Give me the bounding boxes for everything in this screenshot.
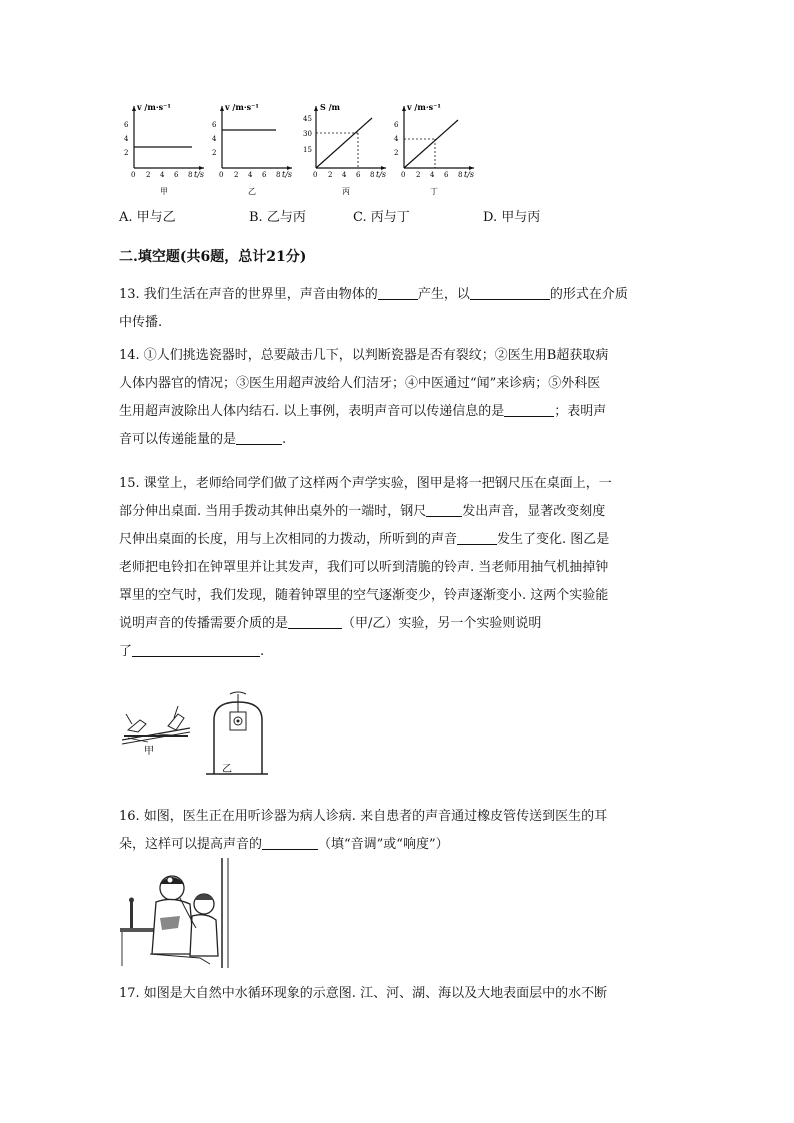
q15-text: . xyxy=(260,644,265,659)
y-tick: 2 xyxy=(394,149,399,157)
bell-jar-drawing xyxy=(206,692,268,774)
x-tick: 2 xyxy=(234,171,239,179)
graph-yi xyxy=(206,100,296,200)
x-unit: t/s xyxy=(376,170,387,179)
x-tick: 6 xyxy=(356,171,361,179)
q15-text: 发生了变化. 图乙是 xyxy=(497,532,610,547)
q14-line-3 xyxy=(119,398,679,426)
x-tick: 8 xyxy=(188,171,193,179)
q15-figures xyxy=(118,690,268,782)
option-d[interactable]: D. 甲与丙 xyxy=(483,210,541,225)
x-tick: 4 xyxy=(160,171,165,179)
y-arrow xyxy=(220,106,224,111)
y-label: v /m·s⁻¹ xyxy=(407,102,441,112)
q13-blank-1[interactable] xyxy=(378,285,418,300)
y-arrow xyxy=(314,106,318,111)
q14-line-1: 14. ①人们挑选瓷器时，总要敲击几下，以判断瓷器是否有裂纹；②医生用B超获取病 xyxy=(119,348,609,363)
ruler-experiment-drawing xyxy=(122,706,190,744)
q16-text: 朵，这样可以提高声音的 xyxy=(119,837,263,852)
y-tick: 2 xyxy=(124,149,129,157)
y-tick: 30 xyxy=(303,130,312,138)
graph-ding-svg xyxy=(388,100,478,200)
section-title: 二.填空题(共6题，总计21分) xyxy=(119,249,307,265)
q16-text: （填“音调”或“响度”） xyxy=(318,837,449,852)
q15-text: 了 xyxy=(119,644,133,659)
x-tick: 4 xyxy=(430,171,435,179)
q17-line-1: 17. 如图是大自然中水循环现象的示意图. 江、河、湖、海以及大地表面层中的水不断 xyxy=(119,986,608,1001)
option-b[interactable]: B. 乙与丙 xyxy=(249,210,306,225)
y-arrow xyxy=(402,106,406,111)
q14-text: . xyxy=(282,432,287,447)
q16-line-2 xyxy=(119,831,679,859)
graph-yi-svg xyxy=(206,100,296,200)
q14-blank-1[interactable] xyxy=(504,402,554,417)
q15-line-3 xyxy=(119,526,679,554)
y-tick: 4 xyxy=(394,135,399,143)
x-tick: 0 xyxy=(401,171,406,179)
q15-text: 说明声音的传播需要介质的是 xyxy=(119,616,289,631)
question-17 xyxy=(119,980,679,1008)
x-tick: 6 xyxy=(174,171,179,179)
graph-caption: 丁 xyxy=(430,187,438,196)
motion-graphs xyxy=(118,100,490,200)
x-tick: 6 xyxy=(444,171,449,179)
x-tick: 4 xyxy=(342,171,347,179)
doctor-figure xyxy=(120,858,232,968)
q15-blank-3[interactable] xyxy=(288,614,342,629)
x-tick: 8 xyxy=(370,171,375,179)
answer-options xyxy=(119,206,679,228)
data-line xyxy=(404,120,458,168)
q15-line-6 xyxy=(119,610,679,638)
figure-label-yi: 乙 xyxy=(222,764,232,775)
x-tick: 0 xyxy=(131,171,136,179)
q13-blank-2[interactable] xyxy=(470,285,550,300)
y-tick: 6 xyxy=(394,121,399,129)
x-tick: 2 xyxy=(146,171,151,179)
x-tick: 0 xyxy=(219,171,224,179)
x-tick: 6 xyxy=(262,171,267,179)
x-tick: 2 xyxy=(416,171,421,179)
q15-line-1: 15. 课堂上，老师给同学们做了这样两个声学实验，图甲是将一把钢尺压在桌面上，一 xyxy=(119,476,612,491)
q14-text: 生用超声波除出人体内结石. 以上事例，表明声音可以传递信息的是 xyxy=(119,404,505,419)
q16-blank-1[interactable] xyxy=(262,835,318,850)
q14-line-4 xyxy=(119,426,679,454)
question-15 xyxy=(119,470,679,666)
q14-text: ；表明声 xyxy=(554,404,607,419)
doctor-stethoscope-drawing xyxy=(120,858,232,968)
x-unit: t/s xyxy=(464,170,475,179)
graph-caption: 丙 xyxy=(342,187,350,196)
q15-blank-2[interactable] xyxy=(457,530,497,545)
q15-blank-4[interactable] xyxy=(132,642,260,657)
graph-jia xyxy=(118,100,208,200)
q15-figure-svg xyxy=(118,690,268,782)
q15-text: 尺伸出桌面的长度，用与上次相同的力拨动，所听到的声音 xyxy=(119,532,458,547)
graph-jia-svg xyxy=(118,100,208,200)
graph-caption: 甲 xyxy=(160,187,168,196)
question-13 xyxy=(119,281,679,337)
q13-text: 13. 我们生活在声音的世界里，声音由物体的 xyxy=(119,287,378,302)
y-label: S /m xyxy=(320,102,340,112)
q14-text: 音可以传递能量的是 xyxy=(119,432,237,447)
q15-line-7 xyxy=(119,638,679,666)
graph-bing-svg xyxy=(300,100,390,200)
x-tick: 0 xyxy=(313,171,318,179)
q15-line-5: 罩里的空气时，我们发现，随着钟罩里的空气逐渐变少，铃声逐渐变小. 这两个实验能 xyxy=(119,588,609,603)
y-tick: 4 xyxy=(124,135,129,143)
q15-text: 部分伸出桌面. 当用手拨动其伸出桌外的一端时，钢尺 xyxy=(119,504,427,519)
question-14 xyxy=(119,342,679,454)
q13-line-2: 中传播. xyxy=(119,315,163,330)
x-tick: 2 xyxy=(328,171,333,179)
q15-line-4: 老师把电铃扣在钟罩里并让其发声，我们可以听到清脆的铃声. 当老师用抽气机抽掉钟 xyxy=(119,560,609,575)
q15-line-2 xyxy=(119,498,679,526)
y-arrow xyxy=(132,106,136,111)
graph-ding xyxy=(388,100,478,200)
x-tick: 8 xyxy=(458,171,463,179)
x-unit: t/s xyxy=(194,170,205,179)
graph-caption: 乙 xyxy=(248,187,256,196)
option-a[interactable]: A. 甲与乙 xyxy=(119,210,176,225)
q13-text: 的形式在介质 xyxy=(549,287,628,302)
q16-line-1: 16. 如图，医生正在用听诊器为病人诊病. 来自患者的声音通过橡皮管传送到医生的耳 xyxy=(119,809,608,824)
y-tick: 4 xyxy=(212,135,217,143)
figure-label-jia: 甲 xyxy=(144,746,154,757)
y-tick: 15 xyxy=(303,146,312,154)
y-tick: 2 xyxy=(212,149,217,157)
y-tick: 45 xyxy=(303,115,312,123)
x-tick: 8 xyxy=(276,171,281,179)
question-16 xyxy=(119,803,679,859)
option-c[interactable]: C. 丙与丁 xyxy=(353,210,410,225)
q15-text: 发出声音，显著改变刻度 xyxy=(462,504,606,519)
q13-text: 产生，以 xyxy=(417,287,470,302)
y-tick: 6 xyxy=(124,121,129,129)
q13-line-1 xyxy=(119,281,679,309)
q14-line-2: 人体内器官的情况；③医生用超声波给人们洁牙；④中医通过“闻”来诊病；⑤外科医 xyxy=(119,376,601,391)
data-line xyxy=(316,118,372,168)
q15-blank-1[interactable] xyxy=(426,502,462,517)
y-label: v /m·s⁻¹ xyxy=(225,102,259,112)
y-label: v /m·s⁻¹ xyxy=(137,102,171,112)
y-tick: 6 xyxy=(212,121,217,129)
q15-text: （甲/乙）实验，另一个实验则说明 xyxy=(342,616,542,631)
x-tick: 4 xyxy=(248,171,253,179)
q14-blank-2[interactable] xyxy=(236,430,282,445)
graph-bing xyxy=(300,100,390,200)
x-unit: t/s xyxy=(282,170,293,179)
